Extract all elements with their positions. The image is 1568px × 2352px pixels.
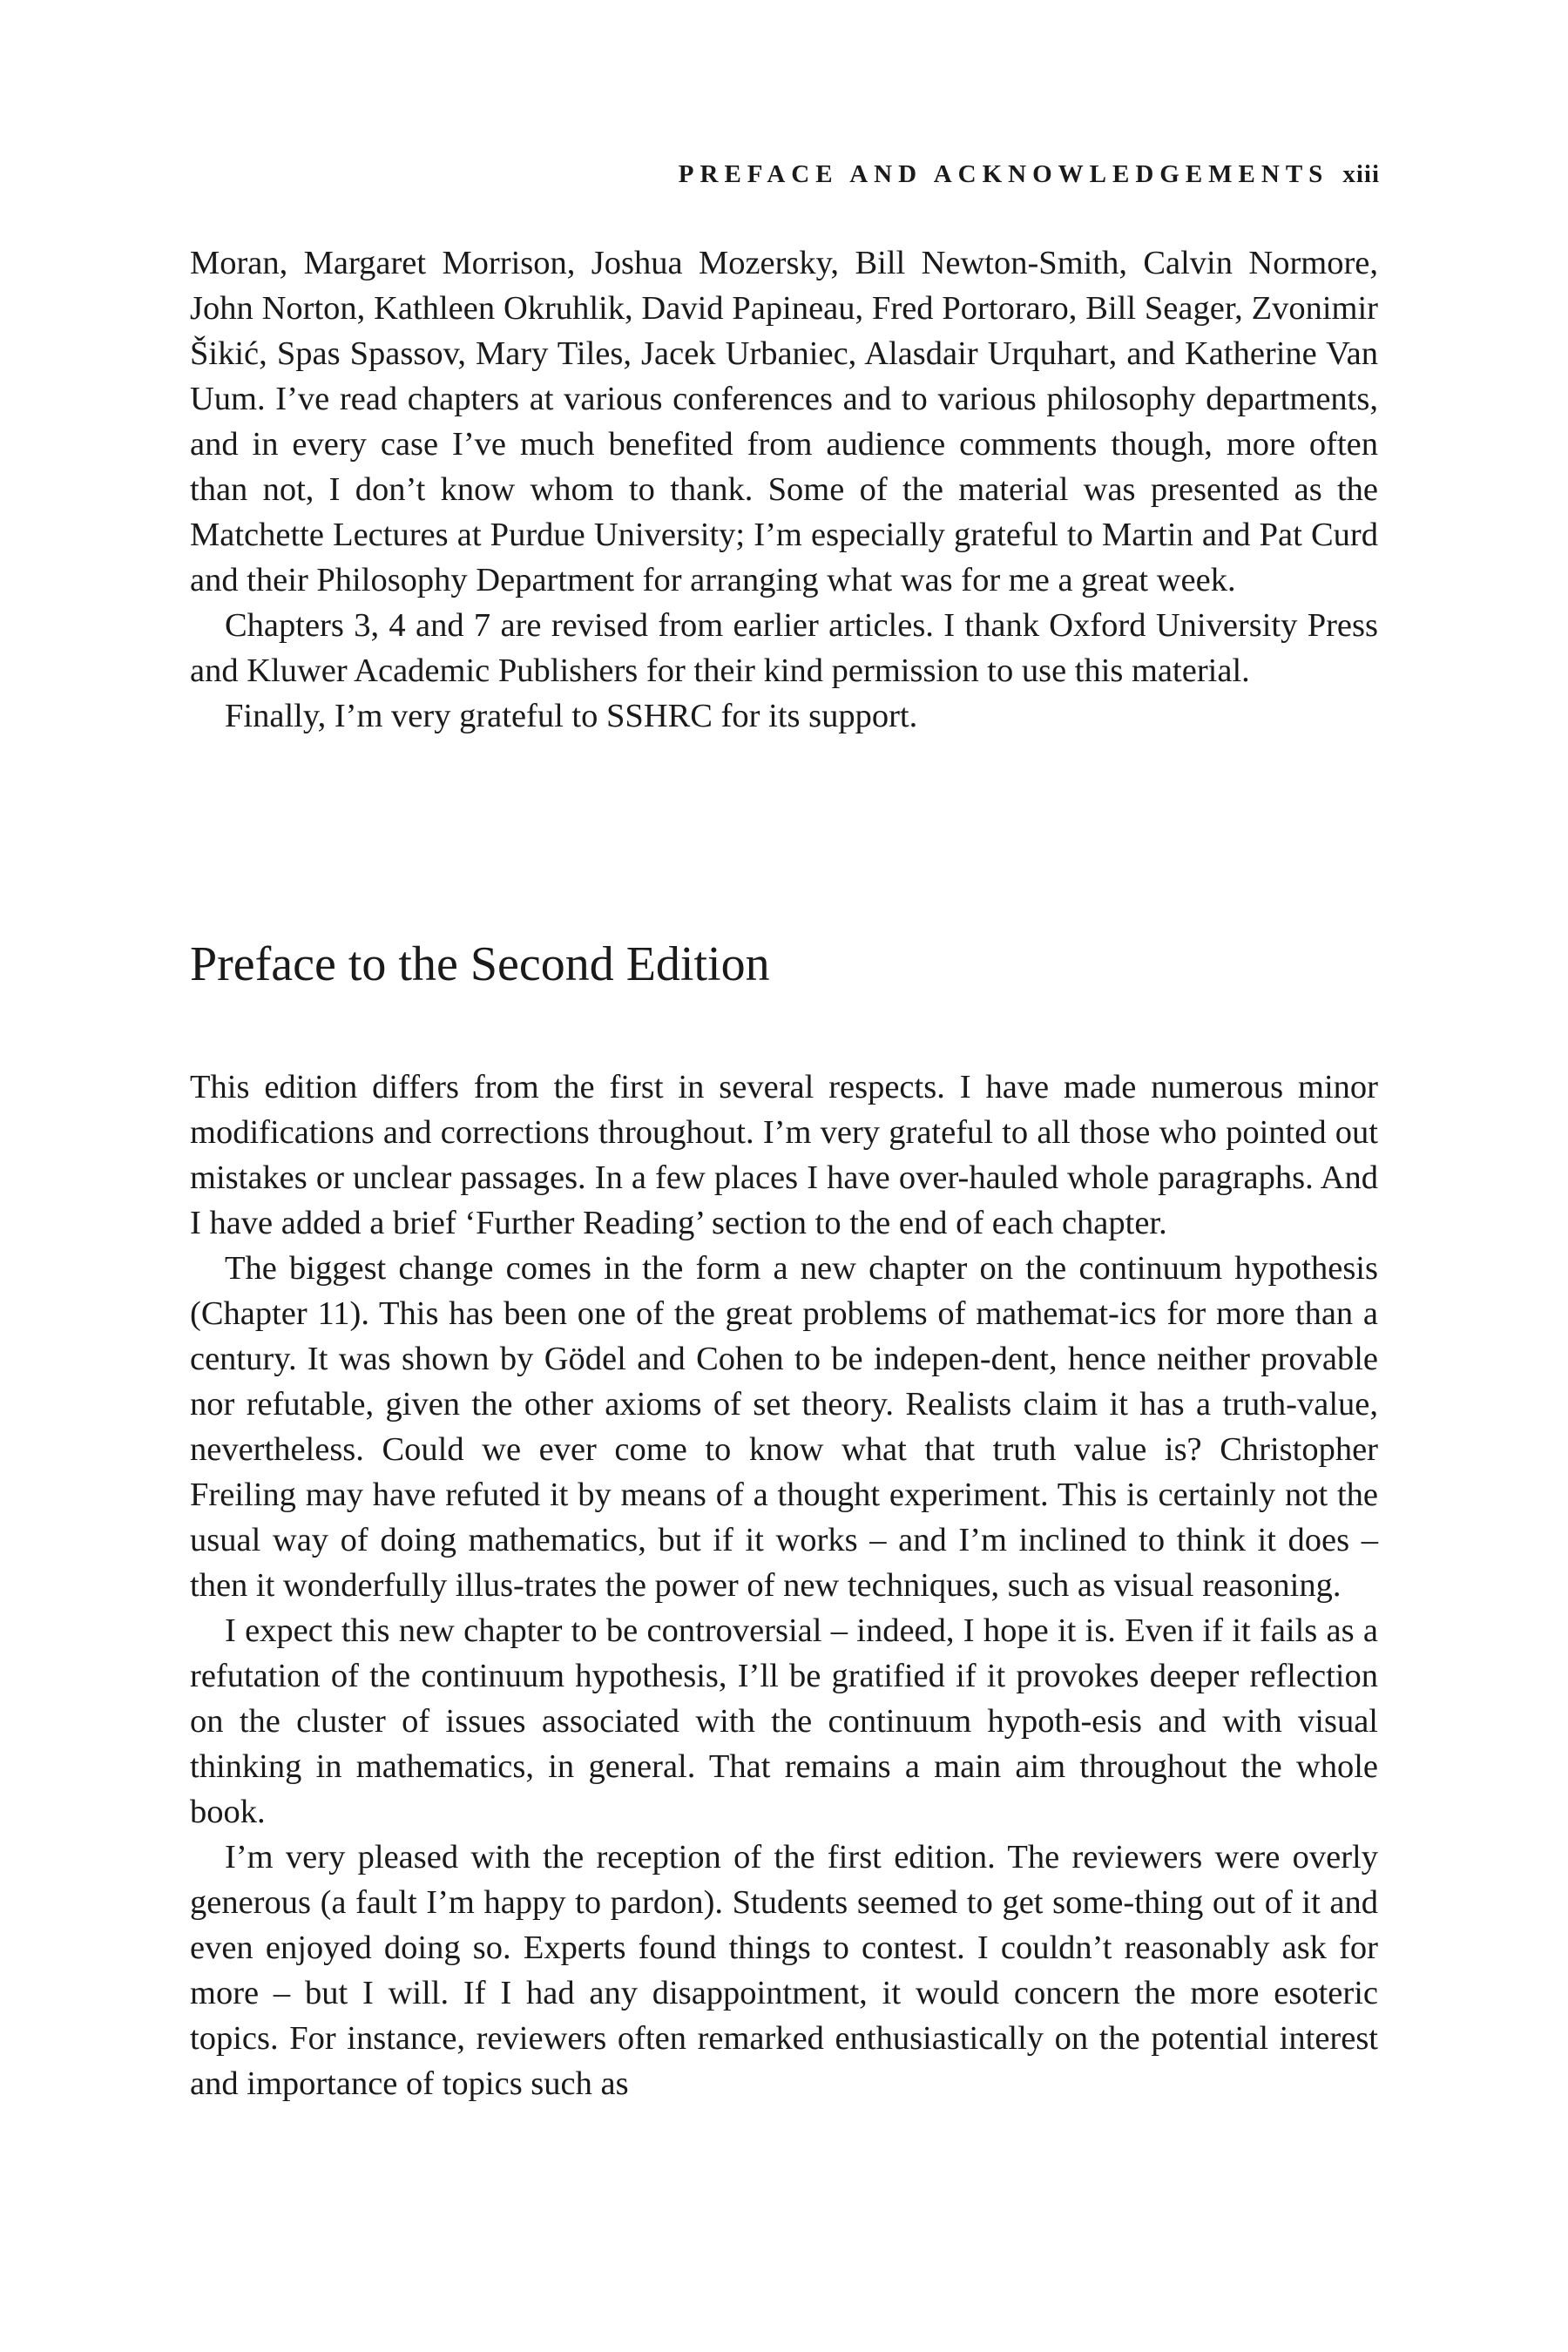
section-heading: Preface to the Second Edition: [190, 937, 770, 991]
acknowledgements-continuation: [190, 240, 1378, 739]
running-head: [679, 157, 1380, 192]
paragraph: I expect this new chapter to be controversial – indeed, I hope it is. Even if it fails as a refutation of the continuum hypothesis, I’ll be gratified if it provokes deeper reflection on the cluster of issues associated with the continuum hypoth-esis and with visual thinking in mathematics, in general. That remains a main aim throughout the whole book.: [190, 1612, 1378, 1830]
page-number: xiii: [1342, 160, 1380, 188]
running-title: PREFACE AND ACKNOWLEDGEMENTS: [678, 160, 1329, 188]
paragraph: Finally, I’m very grateful to SSHRC for its support.: [225, 698, 918, 734]
second-edition-preface-body: [190, 1064, 1378, 2106]
paragraph: I’m very pleased with the reception of the first edition. The reviewers were overly generous (a fault I’m happy to pardon). Students seemed to get some-thing out of it and even enjoyed doing so. Experts found things to contest. I couldn’t reasonably ask for more – but I will. If I had any disappointment, it would concern the more esoteric topics. For instance, reviewers often remarked enthusiastically on the potential interest and importance of topics such as: [190, 1839, 1378, 2102]
paragraph: This edition differs from the first in several respects. I have made numerous minor modifications and corrections throughout. I’m very grateful to all those who pointed out mistakes or unclear passages. In a few places I have over-hauled whole paragraphs. And I have added a brief ‘Further Reading’ section to the end of each chapter.: [190, 1069, 1378, 1241]
paragraph: Moran, Margaret Morrison, Joshua Mozersky, Bill Newton-Smith, Calvin Normore, John Norton, Kathleen Okruhlik, David Papineau, Fred Portoraro, Bill Seager, Zvonimir Šikić, Spas Spassov, Mary Tiles, Jacek Urbaniec, Alasdair Urquhart, and Katherine Van Uum. I’ve read chapters at various conferences and to various philosophy departments, and in every case I’ve much benefited from audience comments though, more often than not, I don’t know whom to thank. Some of the material was presented as the Matchette Lectures at Purdue University; I’m especially grateful to Martin and Pat Curd and their Philosophy Department for arranging what was for me a great week.: [190, 245, 1378, 598]
paragraph: The biggest change comes in the form a new chapter on the continuum hypothesis (Chapter 11). This has been one of the great problems of mathemat-ics for more than a century. It was shown by Gödel and Cohen to be indepen-dent, hence neither provable nor refutable, given the other axioms of set theory. Realists claim it has a truth-value, nevertheless. Could we ever come to know what that truth value is? Christopher Freiling may have refuted it by means of a thought experiment. This is certainly not the usual way of doing mathematics, but if it works – and I’m inclined to think it does – then it wonderfully illus-trates the power of new techniques, such as visual reasoning.: [190, 1250, 1378, 1604]
paragraph: Chapters 3, 4 and 7 are revised from earlier articles. I thank Oxford University Press and Kluwer Academic Publishers for their kind permission to use this material.: [190, 607, 1378, 689]
